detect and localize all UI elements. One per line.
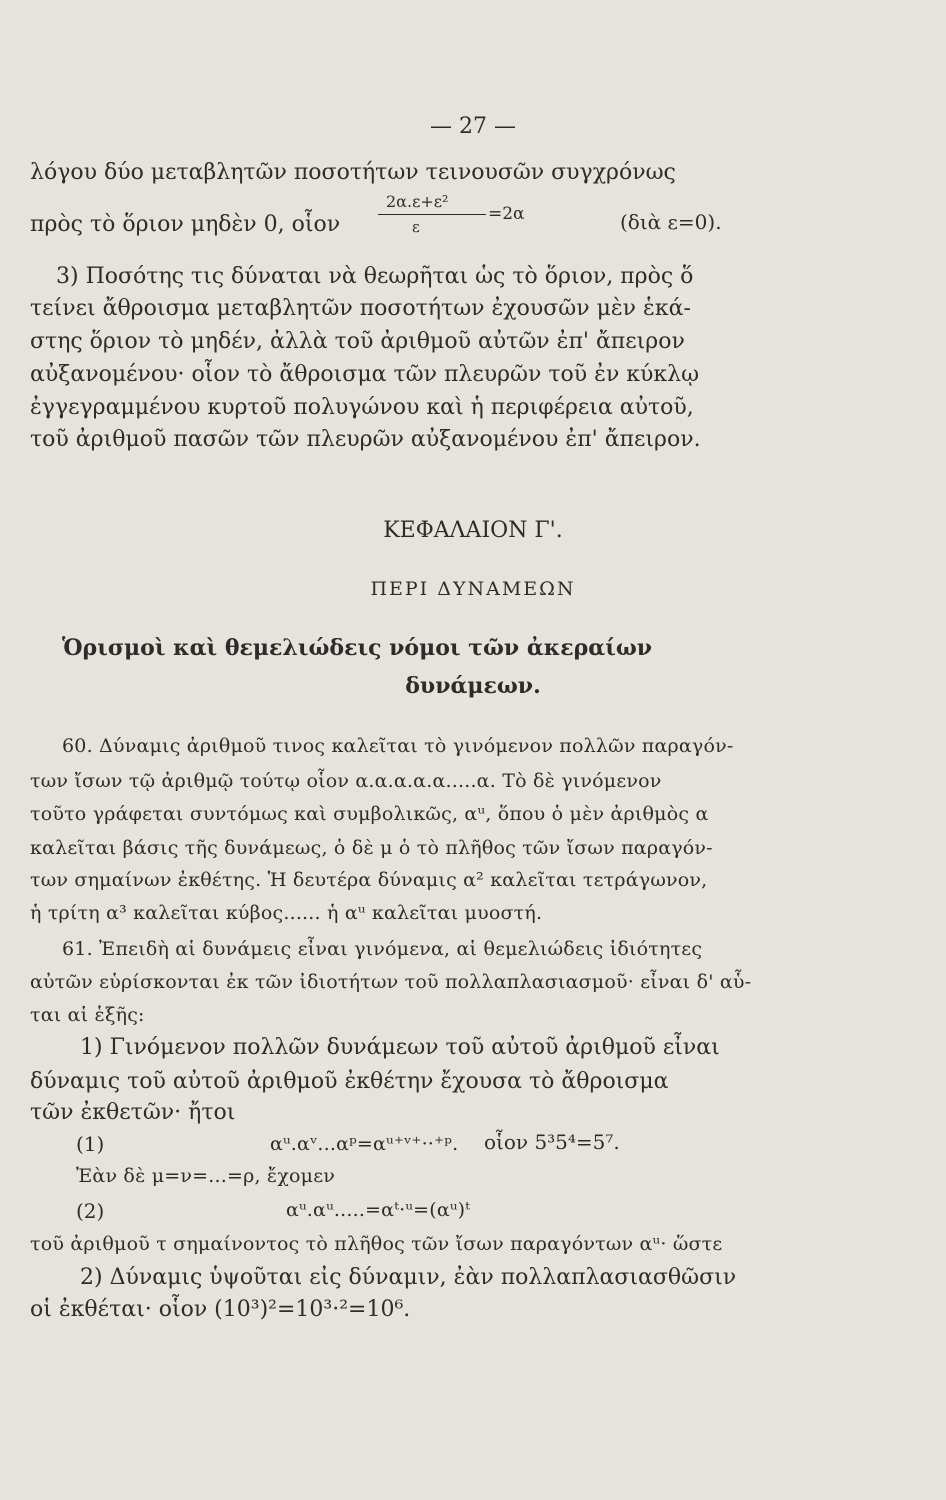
paragraph-60-line: 60. Δύναμις ἀριθμοῦ τινος καλεῖται τὸ γινόμενον πολλῶν παραγόν- xyxy=(62,735,734,757)
paragraph-60-line: τοῦτο γράφεται συντόμως καὶ συμβολικῶς, αᵘ, ὅπου ὁ μὲν ἀριθμὸς α xyxy=(30,803,709,825)
subsection-heading: Ὁρισμοὶ καὶ θεμελιώδεις νόμοι τῶν ἀκεραίων xyxy=(62,635,653,661)
text-line: τείνει ἄθροισμα μεταβλητῶν ποσοτήτων ἐχουσῶν μὲν ἑκά- xyxy=(30,296,691,321)
text-line: τοῦ ἀριθμοῦ πασῶν τῶν πλευρῶν αὐξανομένου ἐπ' ἄπειρον. xyxy=(30,427,701,452)
fraction-expression xyxy=(378,192,528,252)
paragraph-60-line: καλεῖται βάσις τῆς δυνάμεως, ὁ δὲ μ ὁ τὸ πλῆθος τῶν ἴσων παραγόν- xyxy=(30,837,713,859)
equation-condition: Ἐὰν δὲ μ=ν=...=ρ, ἔχομεν xyxy=(76,1165,336,1187)
equation-2-label: (2) xyxy=(76,1199,105,1223)
rule-2-line: 2) Δύναμις ὑψοῦται εἰς δύναμιν, ἐὰν πολλαπλασιασθῶσιν xyxy=(80,1265,737,1290)
equation-1-example: οἷον 5³5⁴=5⁷. xyxy=(484,1130,620,1154)
rule-1-line: τῶν ἐκθετῶν· ἤτοι xyxy=(30,1100,236,1125)
rule-1-line: 1) Γινόμενον πολλῶν δυνάμεων τοῦ αὐτοῦ ἀριθμοῦ εἶναι xyxy=(80,1035,720,1060)
text-line: πρὸς τὸ ὅριον μηδὲν 0, οἷον xyxy=(30,212,341,237)
fraction-bar xyxy=(378,214,486,215)
text-line: στης ὅριον τὸ μηδέν, ἀλλὰ τοῦ ἀριθμοῦ αὐτῶν ἐπ' ἄπειρον xyxy=(30,329,685,354)
text-note: (διὰ ε=0). xyxy=(620,210,722,234)
subsection-heading-cont: δυνάμεων. xyxy=(405,673,541,699)
rule-2-line: οἱ ἐκθέται· οἷον (10³)²=10³·²=10⁶. xyxy=(30,1297,411,1322)
paragraph-61-line: ται αἱ ἑξῆς: xyxy=(30,1004,145,1026)
page-number: — 27 — xyxy=(430,114,516,139)
text-line: 3) Ποσότης τις δύναται νὰ θεωρῆται ὡς τὸ ὅριον, πρὸς ὅ xyxy=(56,264,694,289)
equation-2-explanation: τοῦ ἀριθμοῦ τ σημαίνοντος τὸ πλῆθος τῶν ἴσων παραγόντων αᵘ· ὥστε xyxy=(30,1233,723,1255)
fraction-denominator: ε xyxy=(412,218,420,236)
fraction-numerator: 2α.ε+ε² xyxy=(386,192,449,211)
equation-2-formula: αᵘ.αᵘ.....=αᵗ·ᵘ=(αᵘ)ᵗ xyxy=(286,1199,471,1221)
paragraph-60-line: των σημαίνων ἐκθέτης. Ἡ δευτέρα δύναμις α² καλεῖται τετράγωνον, xyxy=(30,869,708,891)
fraction-result: =2α xyxy=(488,204,525,224)
paragraph-60-line: των ἴσων τῷ ἀριθμῷ τούτῳ οἷον α.α.α.α.α.....α. Τὸ δὲ γινόμενον xyxy=(30,770,662,792)
text-line: ἐγγεγραμμένου κυρτοῦ πολυγώνου καὶ ἡ περιφέρεια αὐτοῦ, xyxy=(30,395,694,420)
text-line: λόγου δύο μεταβλητῶν ποσοτήτων τεινουσῶν συγχρόνως xyxy=(30,160,676,185)
equation-1-formula: αᵘ.αᵛ...αᵖ=αᵘ⁺ᵛ⁺··⁺ᵖ. xyxy=(270,1133,459,1155)
text-line: αὐξανομένου· οἷον τὸ ἄθροισμα τῶν πλευρῶν τοῦ ἐν κύκλῳ xyxy=(30,362,700,387)
paragraph-61-line: 61. Ἐπειδὴ αἱ δυνάμεις εἶναι γινόμενα, αἱ θεμελιώδεις ἰδιότητες xyxy=(62,938,703,960)
chapter-title: ΚΕΦΑΛΑΙΟΝ Γ'. xyxy=(383,518,563,543)
rule-1-line: δύναμις τοῦ αὐτοῦ ἀριθμοῦ ἐκθέτην ἔχουσα τὸ ἄθροισμα xyxy=(30,1069,669,1094)
paragraph-60-line: ἡ τρίτη α³ καλεῖται κύβος...... ἡ αᵘ καλεῖται μυοστή. xyxy=(30,902,543,924)
equation-1-label: (1) xyxy=(76,1132,105,1156)
paragraph-61-line: αὐτῶν εὑρίσκονται ἐκ τῶν ἰδιοτήτων τοῦ πολλαπλασιασμοῦ· εἶναι δ' αὗ- xyxy=(30,971,752,993)
section-title: ΠΕΡΙ ΔΥΝΑΜΕΩΝ xyxy=(370,578,576,600)
